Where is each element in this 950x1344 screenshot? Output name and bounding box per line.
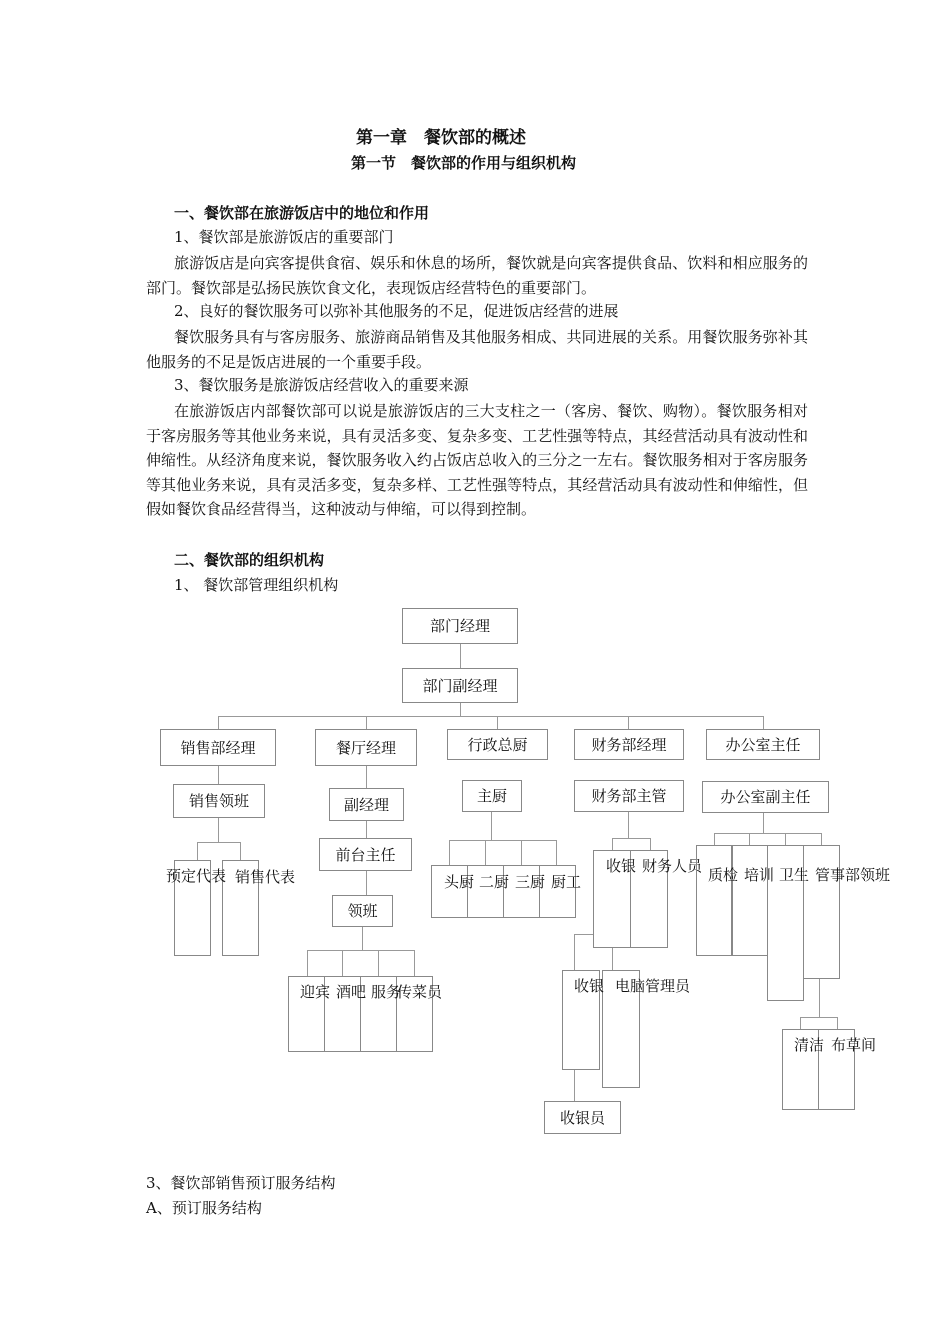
section1-paragraph1: 旅游饭店是向宾客提供食宿、娱乐和休息的场所，餐饮就是向宾客提供食品、饮料和相应服务的部门。餐饮部是弘扬民族饮食文化，表现饭店经营特色的重要部门。 [146,254,808,297]
org-finance-manager: 财务部经理 [574,729,684,760]
org-deputy-manager: 部门副经理 [402,668,518,703]
section1-paragraph2: 餐饮服务具有与客房服务、旅游商品销售及其他服务相成、共同进展的关系。用餐饮服务弥补其他服务的不足是饭店进展的一个重要手段。 [146,328,808,371]
org-cook1: 头厨 [444,873,475,891]
org-hygiene: 卫生 [779,866,810,884]
org-bartender: 酒吧 [336,983,367,1001]
org-greeter: 迎宾 [300,983,331,1001]
org-cook2: 二厨 [479,873,510,891]
section-title: 第一节 餐饮部的作用与组织机构 [351,154,577,172]
org-kitchen-hand: 厨工 [551,873,582,891]
org-computer-admin: 电脑管理员 [615,977,691,995]
section1-item2: 2、良好的餐饮服务可以弥补其他服务的不足，促进饭店经营的进展 [174,302,619,320]
org-cashier-mid: 收银 [574,977,605,995]
footer-itemA: A、预订服务结构 [146,1199,262,1217]
org-dept-manager: 部门经理 [402,608,518,644]
section1-paragraph3: 在旅游饭店内部餐饮部可以说是旅游饭店的三大支柱之一（客房、餐饮、购物）。餐饮服务相对于客房服务等其他业务来说，具有灵活多变、复杂多变、工艺性强等特点，其经营活动具有波动性和伸缩性。从经济角度来说，餐饮服务收入约占饭店总收入的三分之一左右。餐饮服务相对于客房服务等其他业务来说，具有灵活多变，复杂多样、工艺性强等特点，其经营活动具有波动性和伸缩性，但假如餐饮食品经营得当，这种波动与伸缩，可以得到控制。 [146,402,808,518]
org-cashier-clerk: 收银员 [544,1101,621,1134]
org-training: 培训 [744,866,775,884]
section2-item1: 1、 餐饮部管理组织机构 [174,576,339,594]
org-quality-box [696,845,739,956]
chapter-title: 第一章 餐饮部的概述 [356,128,526,148]
org-sales-foreman: 销售领班 [173,784,265,818]
org-assistant-manager: 副经理 [329,788,404,821]
org-head-chef: 主厨 [462,780,522,812]
org-sales-rep: 销售代表 [235,868,296,886]
section2-heading: 二、餐饮部的组织机构 [174,551,325,569]
org-waiter: 服务 [371,983,402,1001]
org-exec-chef: 行政总厨 [447,729,548,760]
org-food-runner: 传菜员 [397,983,443,1001]
org-cook3: 三厨 [515,873,546,891]
org-quality: 质检 [708,866,739,884]
org-cashier-top: 收银 [606,857,637,875]
section1-item1: 1、餐饮部是旅游饭店的重要部门 [174,228,394,246]
org-booking-rep: 预定代表 [166,867,227,885]
footer-item3: 3、餐饮部销售预订服务结构 [146,1174,336,1192]
org-foreman: 领班 [332,895,393,927]
org-cleaning: 清洁 [794,1036,825,1054]
org-front-supervisor: 前台主任 [319,838,412,871]
org-finance-supervisor: 财务部主管 [574,780,684,812]
org-linen-room: 布草间 [831,1036,877,1054]
org-training-box [731,845,775,956]
org-steward-foreman: 管事部领班 [815,866,891,884]
section1-item3: 3、餐饮服务是旅游饭店经营收入的重要来源 [174,376,469,394]
org-office-deputy: 办公室副主任 [702,781,829,813]
org-restaurant-manager: 餐厅经理 [315,729,417,766]
org-office-director: 办公室主任 [706,729,820,760]
org-finance-staff: 财务人员 [642,857,703,875]
org-sales-manager: 销售部经理 [160,729,276,766]
section1-heading: 一、餐饮部在旅游饭店中的地位和作用 [174,204,430,222]
